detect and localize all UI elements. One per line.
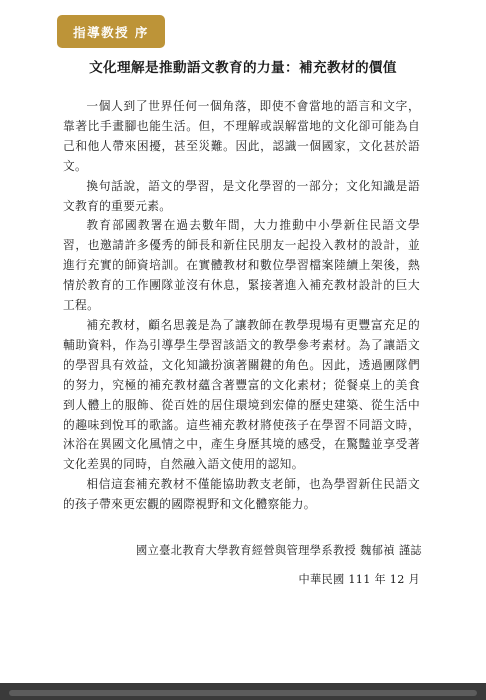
- section-badge: 指導教授 序: [57, 15, 165, 48]
- preface-body: [63, 97, 420, 515]
- horizontal-scrollbar[interactable]: [9, 690, 477, 696]
- paragraph-2: 換句話說，語文的學習，是文化學習的一部分；文化知識是語文教育的重要元素。: [63, 178, 420, 213]
- date-line: 中華民國 111 年 12 月: [298, 573, 420, 586]
- paragraph-4: 補充教材，顧名思義是為了讓教師在教學現場有更豐富充足的輔助資料，作為引導學生學習該語文的教學參考素材。為了讓語文的學習具有效益，文化知識扮演著關鍵的角色。因此，透過團隊們的努力，究極的補充教材蘊含著豐富的文化素材；從餐桌上的美食到人體上的服飾、從百姓的居住環境到宏偉的歷史建築、從生活中的趣味到悅耳的歌謠。這些補充教材將使孩子在學習不同語文時，沐浴在異國文化風情之中，產生身歷其境的感受，在驚豔並享受著文化差異的同時，自然融入語文使用的認知。: [63, 317, 420, 472]
- author-signature: 國立臺北教育大學教育經營與管理學系教授 魏郁禎 謹誌: [135, 544, 422, 557]
- paragraph-3: 教育部國教署在過去數年間，大力推動中小學新住民語文學習，也邀請許多優秀的師長和新住民朋友一起投入教材的設計，並進行充實的師資培訓。在實體教材和數位學習檔案陸續上架後，熱情於教育的工作團隊並沒有休息，緊接著進入補充教材設計的巨大工程。: [63, 218, 420, 313]
- paragraph-1: 一個人到了世界任何一個角落，即使不會當地的語言和文字，靠著比手畫腳也能生活。但，不理解或誤解當地的文化卻可能為自己和他人帶來困擾，甚至災難。因此，認識一個國家，文化甚於語文。: [63, 99, 420, 173]
- page-title: 文化理解是推動語文教育的力量：補充教材的價值: [89, 60, 397, 76]
- viewer-footer-bar: [0, 683, 486, 700]
- paragraph-5: 相信這套補充教材不僅能協助教支老師，也為學習新住民語文的孩子帶來更宏觀的國際視野和文化體察能力。: [63, 477, 420, 512]
